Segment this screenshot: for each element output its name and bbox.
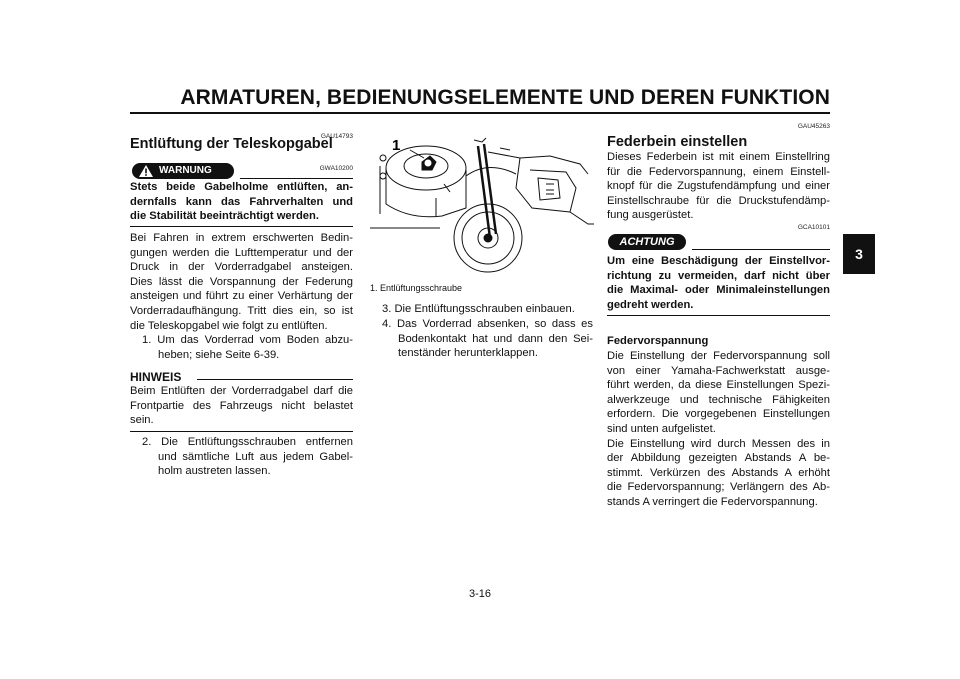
warning-badge (132, 163, 234, 179)
header-rule (130, 112, 830, 114)
step-1: 1. Um das Vorderrad vom Boden abzu- heben; siehe Seite 6-39. (142, 334, 353, 361)
warning-rule-top (240, 178, 353, 179)
motorcycle-fork-illustration (370, 128, 594, 276)
section-heading-right: Federbein einstellen (607, 134, 748, 150)
warning-rule-bottom (130, 226, 353, 227)
warning-label: WARNUNG (159, 165, 212, 176)
warning-triangle-icon (138, 164, 154, 178)
section-code: GAU14793 (320, 133, 353, 140)
hinweis-label: HINWEIS (130, 370, 182, 384)
section-code-right: GAU45263 (797, 123, 830, 130)
federbein-intro: Dieses Federbein ist mit einem Einstellring für die Federvorspannung, einem Einstell- knopf für die Zugstufendämpfung und einer Einstellschraube für die Druckstufendämp- fung ausgerüstet. (607, 151, 830, 222)
federvorspannung-text: Die Einstellung der Federvorspannung soll von einer Yamaha-Fachwerkstatt ausge- führt werden, da diese Einstellungen Spezi- alwerkzeuge und technische Fähigkeiten erfordern. Die vorgegebenen Einstellungen sind unten aufgelistet. Die Einstellung wird durch Messen des in der Abbildung gezeigten Abstands A be- stimmt. Verkürzen des Abstands A erhöht die Federvorspannung; Verlängern des Ab- stands A verringert die Federvorspannung. (607, 350, 830, 508)
achtung-badge: ACHTUNG (608, 234, 686, 250)
page-number: 3-16 (468, 588, 492, 600)
hinweis-rule-top (197, 379, 353, 380)
step-3: 3. Die Entlüftungsschrauben einbauen. (382, 303, 575, 315)
warning-text: Stets beide Gabelholme entlüften, an- dernfalls kann das Fahrverhalten und die Stabilität beeinträchtigt werden. (130, 181, 353, 223)
section-heading: Entlüftung der Teleskopgabel (130, 136, 333, 152)
intro-paragraph: Bei Fahren in extrem erschwerten Bedin- gungen werden die Lufttemperatur und der Druck in der Vorderradgabel ansteigen. Dies lässt die Vorspannung der Federung ansteigen und führt zu einer Verhärtung der Vorderradaufhängung. Tritt dies ein, so ist die Teleskopgabel wie folgt zu entlüften. (130, 232, 353, 332)
figure-caption: 1. Entlüftungsschraube (370, 283, 463, 293)
hinweis-text: Beim Entlüften der Vorderradgabel darf die Frontpartie des Fahrzeugs nicht belastet sein. (130, 385, 353, 427)
chapter-tab: 3 (843, 234, 875, 274)
warning-code: GWA10200 (319, 165, 353, 172)
achtung-text: Um eine Beschädigung der Einstellvor- richtung zu vermeiden, darf nicht über die Maximal- oder Minimaleinstellungen gedreht werden. (607, 255, 830, 311)
callout-number: 1 (392, 137, 401, 154)
achtung-rule-top (692, 249, 830, 250)
hinweis-rule-bottom (130, 431, 353, 432)
page-header-title: ARMATUREN, BEDIENUNGSELEMENTE UND DEREN FUNKTION (180, 86, 830, 109)
step-4: 4. Das Vorderrad absenken, so dass es Bodenkontakt hat und dann den Sei- tenständer herunterklappen. (382, 318, 593, 360)
figure-fork-air-bleed (370, 128, 594, 276)
achtung-code: GCA10101 (797, 224, 830, 231)
federvorspannung-heading: Federvorspannung (607, 335, 709, 347)
achtung-rule-bottom (607, 315, 830, 316)
step-2: 2. Die Entlüftungsschrauben entfernen und sämtliche Luft aus jedem Gabel- holm austreten lassen. (142, 436, 353, 478)
